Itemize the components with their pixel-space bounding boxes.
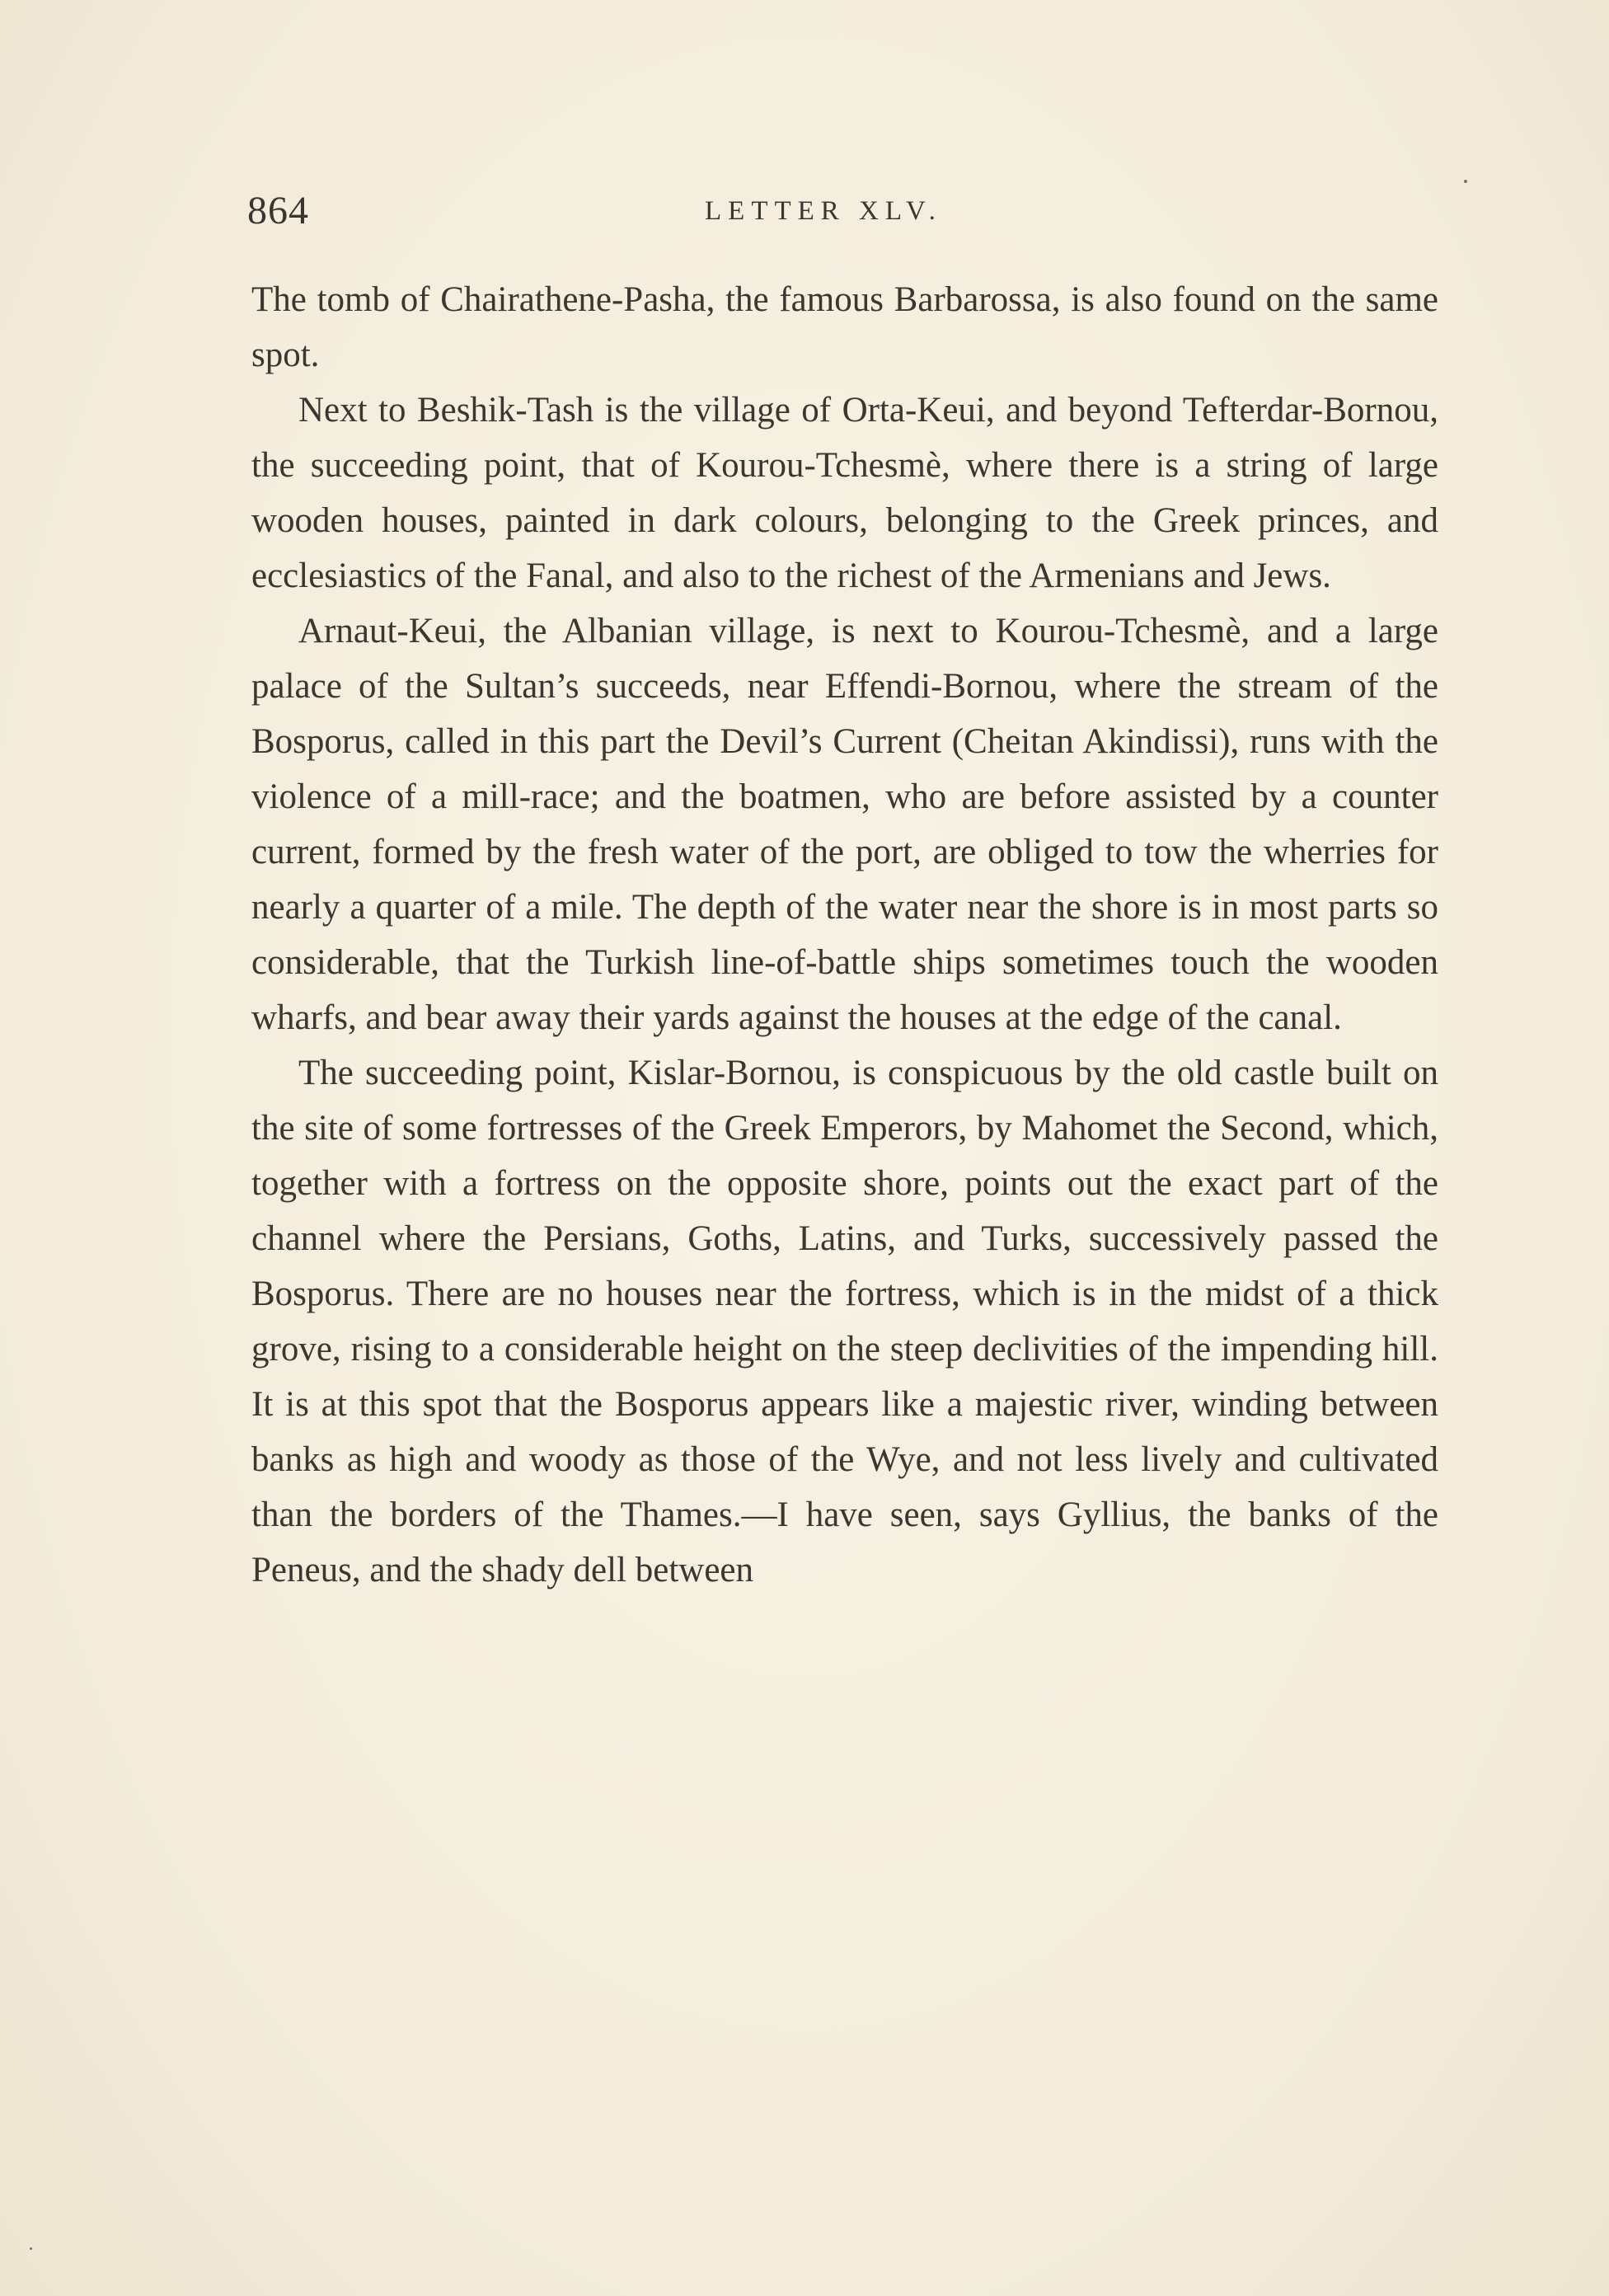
paragraph: Arnaut-Keui, the Albanian village, is next to Kourou-Tchesmè, and a large palace of the Sultan’s succeeds, near Effendi-Bornou, where the stream of the Bosporus, called in this part the Devil’s Current (Cheitan Akindissi), runs with the violence of a mill-race; and the boatmen, who are before assisted by a counter current, formed by the fresh water of the port, are obliged to tow the wherries for nearly a quarter of a mile. The depth of the water near the shore is in most parts so considerable, that the Turkish line-of-battle ships sometimes touch the wooden wharfs, and bear away their yards against the houses at the edge of the canal. — [251, 612, 1438, 1037]
running-head-title: LETTER XLV. — [705, 196, 942, 226]
paper-speck — [1464, 180, 1467, 183]
paragraph: Next to Beshik-Tash is the village of Orta-Keui, and beyond Tefterdar-Bornou, the succeeding point, that of Kourou-Tchesmè, where there is a string of large wooden houses, painted in dark colours, belonging to the Greek princes, and ecclesiastics of the Fanal, and also to the richest of the Armenians and Jews. — [251, 391, 1438, 595]
page-number: 864 — [247, 189, 309, 232]
paragraph: The tomb of Chairathene-Pasha, the famous Barbarossa, is also found on the same spot. — [251, 280, 1438, 374]
paper-speck — [30, 2247, 32, 2250]
body-text — [251, 272, 1438, 1598]
running-head — [247, 188, 1451, 237]
paragraph: The succeeding point, Kislar-Bornou, is conspicuous by the old castle built on the site of some fortresses of the Greek Emperors, by Mahomet the Second, which, together with a fortress on the opposite shore, points out the exact part of the channel where the Persians, Goths, Latins, and Turks, successively passed the Bosporus. There are no houses near the fortress, which is in the midst of a thick grove, rising to a considerable height on the steep declivities of the impending hill. It is at this spot that the Bosporus appears like a majestic river, winding between banks as high and woody as those of the Wye, and not less lively and cultivated than the borders of the Thames.—I have seen, says Gyllius, the banks of the Peneus, and the shady dell between — [251, 1054, 1438, 1589]
